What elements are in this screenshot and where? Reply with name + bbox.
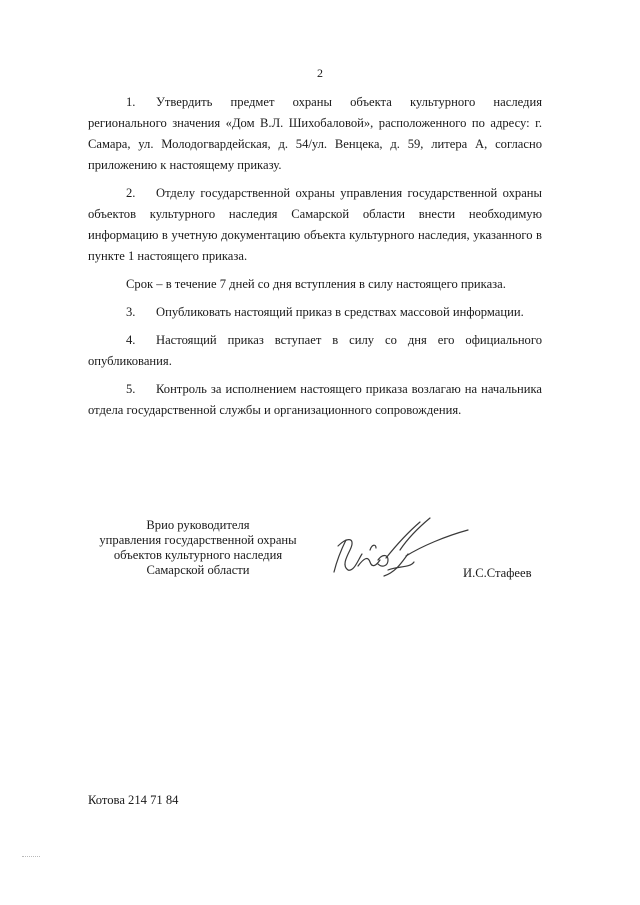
signatory-position-line: управления государственной охраны [99, 533, 297, 547]
paragraph-deadline [88, 274, 542, 295]
signatory-name: И.С.Стафеев [463, 566, 532, 580]
paragraph-number: 3. [126, 305, 136, 319]
paragraph-text: Опубликовать настоящий приказ в средствах массовой информации. [156, 305, 524, 319]
paragraph-number: 1. [126, 95, 136, 109]
signatory-position-line: Врио руководителя [146, 518, 250, 532]
paragraph-text: Контроль за исполнением настоящего приказа возлагаю на начальника отдела государственной службы и организационного сопровождения. [88, 382, 542, 417]
executor-contact: Котова 214 71 84 [88, 793, 179, 807]
paragraph-item-1 [88, 92, 542, 176]
handwritten-signature [318, 510, 478, 590]
paragraph-number: 5. [126, 382, 136, 396]
paragraph-number: 2. [126, 186, 136, 200]
paragraph-item-3 [88, 302, 542, 323]
paragraph-item-2 [88, 183, 542, 267]
order-body [88, 92, 542, 428]
signatory-position [88, 518, 308, 578]
paragraph-text: Отделу государственной охраны управления государственной охраны объектов культурного наследия Самарской области внести необходимую информацию в учетную документацию объекта культурного наследия, указанного в пункте 1 настоящего приказа. [88, 186, 542, 263]
paragraph-text: Утвердить предмет охраны объекта культурного наследия регионального значения «Дом В.Л. Шихобаловой», расположенного по адресу: г. Самара, ул. Молодогвардейская, д. 54/ул. Венцека, д. 59, литера А, согласно приложению к настоящему приказу. [88, 95, 542, 172]
paragraph-item-4 [88, 330, 542, 372]
paragraph-text: Срок – в течение 7 дней со дня вступления в силу настоящего приказа. [126, 277, 506, 291]
signatory-position-line: объектов культурного наследия [113, 548, 283, 562]
page-number: 2 [317, 66, 323, 80]
paragraph-number: 4. [126, 333, 136, 347]
paragraph-item-5 [88, 379, 542, 421]
paragraph-text: Настоящий приказ вступает в силу со дня его официального опубликования. [88, 333, 542, 368]
signatory-position-line: Самарской области [146, 563, 250, 577]
scan-artifact [22, 856, 40, 857]
